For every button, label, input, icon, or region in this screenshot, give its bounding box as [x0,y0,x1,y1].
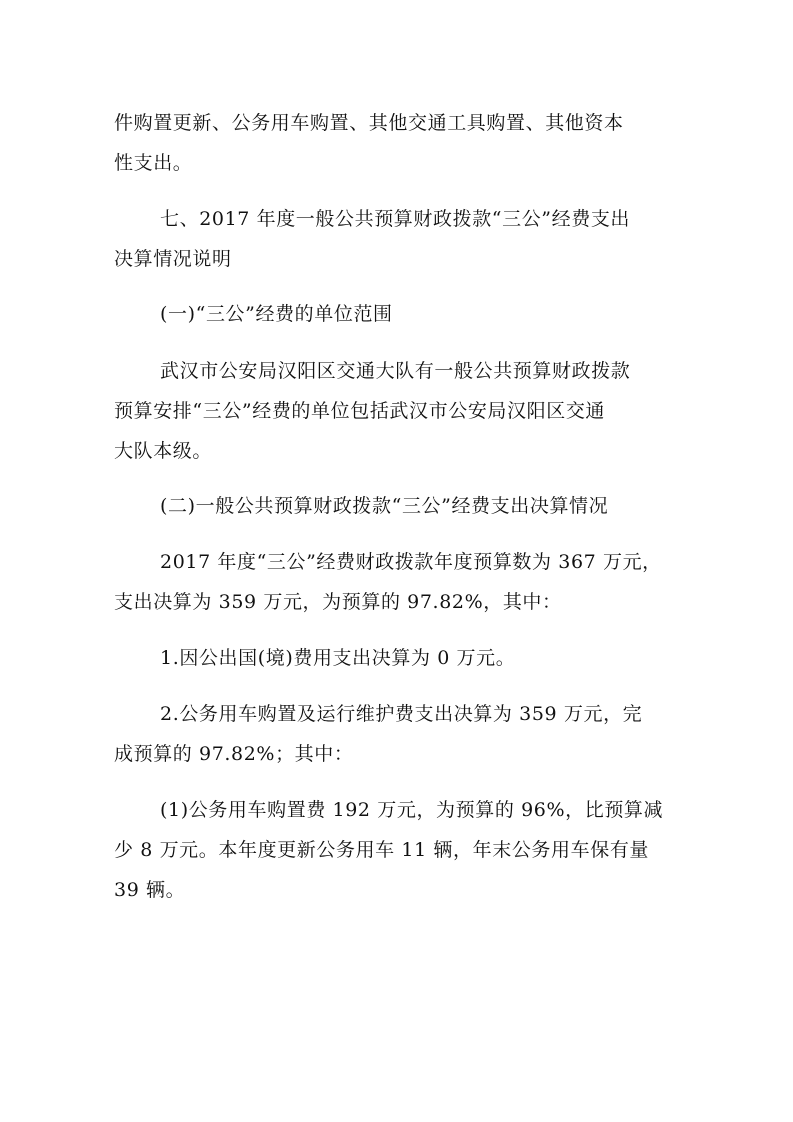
paragraph-6-line-1: 2017 年度“三公”经费财政拨款年度预算数为 367 万元， [160,551,662,573]
subsection-1-heading: (一)“三公”经费的单位范围 [160,303,393,325]
paragraph-4-line-2: 预算安排“三公”经费的单位包括武汉市公安局汉阳区交通 [114,400,606,422]
sub-item-1-line-1: (1)公务用车购置费 192 万元，为预算的 96%，比预算减 [160,799,664,821]
item-2-line-1: 2.公务用车购置及运行维护费支出决算为 359 万元，完 [160,703,643,725]
section-7-heading-line-2: 决算情况说明 [114,248,232,270]
item-2-line-2: 成预算的 97.82%；其中： [114,743,354,765]
paragraph-1-line-2: 性支出。 [114,152,193,174]
sub-item-1-line-2: 少 8 万元。本年度更新公务用车 11 辆，年末公务用车保有量 [114,839,650,861]
paragraph-4-line-3: 大队本级。 [114,440,213,462]
paragraph-4-line-1: 武汉市公安局汉阳区交通大队有一般公共预算财政拨款 [160,360,631,382]
paragraph-6-line-2: 支出决算为 359 万元，为预算的 97.82%，其中： [114,591,562,613]
subsection-2-heading: (二)一般公共预算财政拨款“三公”经费支出决算情况 [160,495,609,517]
paragraph-1-line-1: 件购置更新、公务用车购置、其他交通工具购置、其他资本 [114,112,624,134]
section-7-heading-line-1: 七、2017 年度一般公共预算财政拨款“三公”经费支出 [160,208,631,230]
item-1-text: 1.因公出国(境)费用支出决算为 0 万元。 [160,647,516,669]
sub-item-1-line-3: 39 辆。 [114,879,186,901]
